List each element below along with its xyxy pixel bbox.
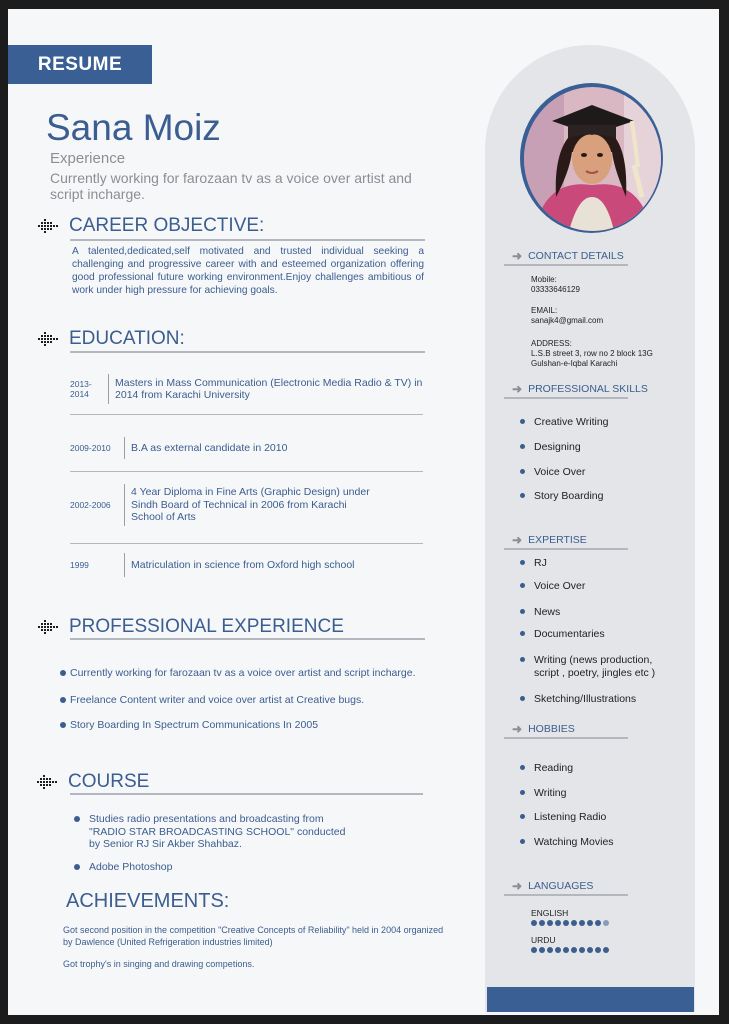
bullet-icon: [520, 657, 525, 662]
course-item: [74, 861, 394, 874]
expertise-item: [520, 693, 636, 706]
bullet-icon: [520, 790, 525, 795]
mobile-value: 03333646129: [531, 285, 580, 294]
education-item: [70, 484, 426, 526]
experience-summary: Currently working for farozaan tv as a voice over artist and script incharge.: [50, 170, 412, 202]
professional-underline: [70, 638, 425, 640]
section-title: CAREER OBJECTIVE:: [69, 215, 265, 236]
bullet-icon: [520, 469, 525, 474]
email-value: sanajk4@gmail.com: [531, 316, 604, 325]
section-title: PROFESSIONAL EXPERIENCE: [69, 616, 344, 637]
skill-text: Designing: [534, 441, 581, 453]
side-heading-text: CONTACT DETAILS: [528, 250, 624, 262]
rating-dot: [531, 920, 537, 926]
rating-dot: [587, 947, 593, 953]
hobby-item: [520, 836, 614, 849]
side-heading-text: EXPERTISE: [528, 534, 587, 546]
arrow-right-icon: ➜: [512, 722, 523, 736]
expertise-text: News: [534, 606, 561, 618]
resume-banner: RESUME: [8, 45, 152, 84]
skill-item: [520, 416, 609, 429]
email-label: EMAIL:: [531, 306, 558, 315]
language-name: ENGLISH: [531, 908, 569, 918]
resume-page: [8, 9, 719, 1015]
divider: [124, 484, 125, 526]
side-underline: [504, 397, 628, 399]
address-line-2: Gulshan-e-Iqbal Karachi: [531, 359, 618, 368]
skill-item: [520, 466, 585, 479]
hobby-text: Watching Movies: [534, 836, 614, 848]
rating-dot: [547, 947, 553, 953]
rating-dot: [595, 920, 601, 926]
skill-item: [520, 441, 581, 454]
rating-dot: [587, 920, 593, 926]
arrow-right-icon: ➜: [512, 382, 523, 396]
rating-dot: [555, 920, 561, 926]
hobby-text: Reading: [534, 762, 574, 774]
professional-item-text: Currently working for farozaan tv as a voice over artist and script incharge.: [70, 667, 416, 679]
rating-dot: [539, 920, 545, 926]
mobile-label: Mobile:: [531, 275, 557, 284]
language-rating: [531, 947, 609, 953]
course-heading: [37, 771, 149, 793]
rating-dot: [579, 947, 585, 953]
bullet-icon: [520, 560, 525, 565]
rating-dot: [531, 947, 537, 953]
hobby-item: [520, 811, 606, 824]
bullet-icon: [520, 609, 525, 614]
rating-dot: [595, 947, 601, 953]
professional-item: [60, 694, 364, 706]
education-year: 2002-2006: [70, 500, 111, 510]
course-item: [74, 813, 394, 851]
professional-item-text: Story Boarding In Spectrum Communications In 2005: [70, 719, 319, 731]
address-line-1: L.S.B street 3, row no 2 block 13G: [531, 349, 653, 358]
skill-text: Story Boarding: [534, 490, 604, 502]
address-label: ADDRESS:: [531, 339, 572, 348]
expertise-text: Sketching/Illustrations: [534, 693, 637, 705]
arrow-right-icon: ➜: [512, 879, 523, 893]
bullet-icon: [520, 583, 525, 588]
side-underline: [504, 894, 628, 896]
hobby-item: [520, 787, 566, 800]
course-item-text: Adobe Photoshop: [89, 861, 173, 873]
education-item: [70, 553, 426, 577]
expertise-text: Writing (news production, script , poetry, jingles etc ): [534, 654, 656, 679]
rating-dot: [563, 947, 569, 953]
education-separator: [70, 471, 423, 472]
dot-grid-icon: [38, 619, 60, 635]
language-rating: [531, 920, 609, 926]
education-year: 1999: [70, 560, 89, 570]
professional-item-text: Freelance Content writer and voice over artist at Creative bugs.: [70, 694, 365, 706]
education-desc: Matriculation in science from Oxford high school: [131, 558, 355, 571]
bullet-icon: [520, 765, 525, 770]
divider: [108, 374, 109, 404]
hobby-item: [520, 762, 573, 775]
education-separator: [70, 543, 423, 544]
experience-label: Experience: [50, 150, 126, 167]
education-separator: [70, 414, 423, 415]
rating-dot: [603, 920, 609, 926]
education-desc: Masters in Mass Communication (Electronic Media Radio & TV) in 2014 from Karachi University: [115, 376, 423, 401]
rating-dot: [563, 920, 569, 926]
education-item: [70, 374, 426, 404]
bullet-icon: [74, 864, 80, 870]
language-name: URDU: [531, 935, 556, 945]
education-underline: [70, 351, 425, 353]
education-year: 2013-2014: [70, 379, 92, 399]
rating-dot: [547, 920, 553, 926]
hobby-text: Writing: [534, 787, 567, 799]
divider: [124, 437, 125, 459]
professional-experience-heading: [38, 616, 344, 638]
professional-item: [60, 719, 318, 731]
expertise-text: Voice Over: [534, 580, 586, 592]
rating-dot: [571, 947, 577, 953]
bullet-icon: [520, 814, 525, 819]
rating-dot: [539, 947, 545, 953]
side-underline: [504, 264, 628, 266]
expertise-item: [520, 557, 547, 570]
section-title: EDUCATION:: [69, 328, 185, 349]
profile-photo: [524, 87, 661, 231]
education-item: [70, 437, 426, 459]
bullet-icon: [60, 697, 66, 703]
career-underline: [70, 239, 425, 241]
rating-dot: [555, 947, 561, 953]
education-heading: [38, 328, 185, 350]
candidate-name: Sana Moiz: [46, 107, 221, 148]
divider: [124, 553, 125, 577]
education-year: 2009-2010: [70, 443, 111, 453]
side-heading-text: PROFESSIONAL SKILLS: [528, 383, 648, 395]
arrow-right-icon: ➜: [512, 249, 523, 263]
bullet-icon: [520, 493, 525, 498]
bullet-icon: [60, 722, 66, 728]
side-underline: [504, 737, 628, 739]
footer-bar: [487, 987, 694, 1012]
achievements-heading: ACHIEVEMENTS:: [66, 890, 230, 912]
section-title: COURSE: [68, 771, 150, 792]
bullet-icon: [520, 444, 525, 449]
professional-item: [60, 667, 416, 679]
expertise-text: Documentaries: [534, 628, 605, 640]
skills-heading: [512, 382, 648, 396]
skill-text: Voice Over: [534, 466, 586, 478]
education-desc: B.A as external candidate in 2010: [131, 441, 288, 454]
dot-grid-icon: [38, 218, 60, 234]
course-underline: [70, 793, 423, 795]
rating-dot: [571, 920, 577, 926]
side-underline: [504, 548, 628, 550]
career-objective-heading: [38, 215, 264, 237]
career-objective-text: A talented,dedicated,self motivated and trusted individual seeking a challenging and progressive career with and esteemed organization offering good professional future working environment.Enjoy challenges ambitious of work under high pressure for achieving goals.: [72, 246, 424, 296]
course-item-text: Studies radio presentations and broadcasting from "RADIO STAR BROADCASTING SCHOOL" conducted by Senior RJ Sir Akber Shahbaz.: [89, 813, 346, 850]
bullet-icon: [74, 816, 80, 822]
rating-dot: [603, 947, 609, 953]
expertise-item: [520, 606, 560, 619]
bullet-icon: [520, 839, 525, 844]
rating-dot: [579, 920, 585, 926]
hobbies-heading: [512, 722, 575, 736]
dot-grid-icon: [38, 331, 60, 347]
expertise-text: RJ: [534, 557, 547, 569]
side-heading-text: HOBBIES: [528, 723, 575, 735]
hobby-text: Listening Radio: [534, 811, 607, 823]
bullet-icon: [60, 670, 66, 676]
expertise-heading: [512, 533, 587, 547]
expertise-item: [520, 654, 680, 679]
dot-grid-icon: [37, 774, 59, 790]
arrow-right-icon: ➜: [512, 533, 523, 547]
languages-heading: [512, 879, 593, 893]
bullet-icon: [520, 696, 525, 701]
bullet-icon: [520, 419, 525, 424]
expertise-item: [520, 580, 585, 593]
side-heading-text: LANGUAGES: [528, 880, 594, 892]
bullet-icon: [520, 631, 525, 636]
skill-item: [520, 490, 603, 503]
skill-text: Creative Writing: [534, 416, 609, 428]
achievement-item: Got second position in the competition "Creative Concepts of Reliability" held in 2004 organized by Dawlence (United Refrigeration industries limited): [63, 925, 444, 947]
expertise-item: [520, 628, 605, 641]
achievement-item: Got trophy's in singing and drawing competions.: [63, 959, 255, 969]
education-desc: 4 Year Diploma in Fine Arts (Graphic Design) under Sindh Board of Technical in 2006 from Karachi School of Arts: [131, 486, 370, 524]
contact-heading: [512, 249, 624, 263]
